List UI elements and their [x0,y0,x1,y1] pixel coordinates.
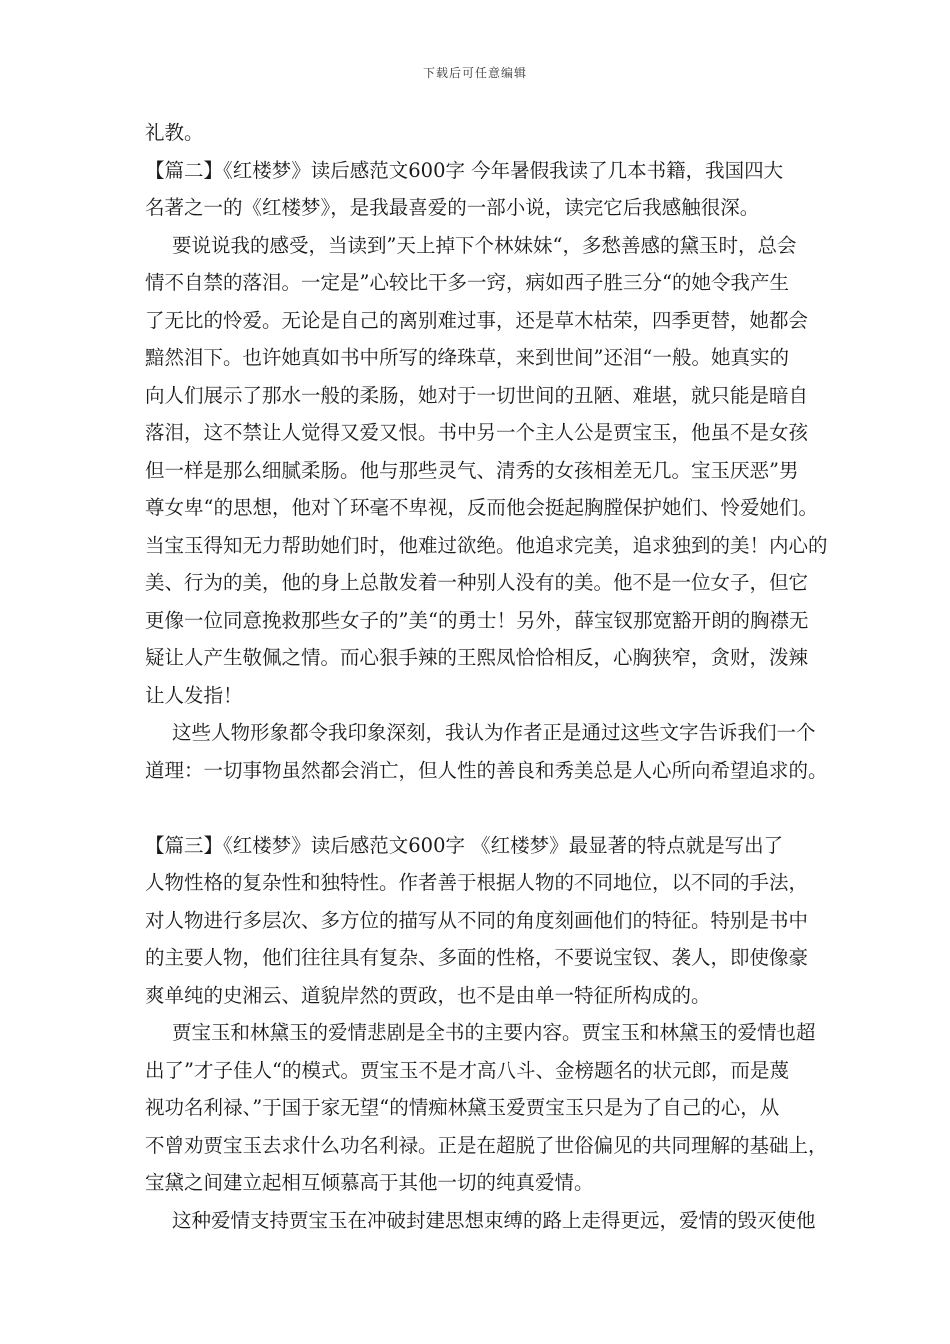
text-line: 了无比的怜爱。无论是自己的离别难过事，还是草木枯荣，四季更替，她都会 [145,309,809,332]
text-line: 这种爱情支持贾宝玉在冲破封建思想束缚的路上走得更远，爱情的毁灭使他 [172,1209,816,1232]
text-line: 【篇二】《红楼梦》读后感范文600字 今年暑假我读了几本书籍，我国四大 [145,159,784,182]
text-line: 道理：一切事物虽然都会消亡，但人性的善良和秀美总是人心所向希望追求的。 [145,759,828,782]
page-header: 下载后可任意编辑 [422,66,527,80]
text-line: 礼教。 [145,121,204,144]
text-line: 人物性格的复杂性和独特性。作者善于根据人物的不同地位，以不同的手法， [145,871,809,894]
text-line: 要说说我的感受，当读到”天上掉下个林妹妹“，多愁善感的黛玉时，总会 [172,234,797,257]
text-line: 的主要人物，他们往往具有复杂、多面的性格，不要说宝钗、袭人，即使像豪 [145,946,809,969]
text-line: 视功名利禄、”于国于家无望“的情痴林黛玉爱贾宝玉只是为了自己的心，从 [145,1096,780,1119]
text-line: 宝黛之间建立起相互倾慕高于其他一切的纯真爱情。 [145,1171,594,1194]
text-line: 贾宝玉和林黛玉的爱情悲剧是全书的主要内容。贾宝玉和林黛玉的爱情也超 [172,1021,816,1044]
text-line: 落泪，这不禁让人觉得又爱又恨。书中另一个主人公是贾宝玉，他虽不是女孩 [145,421,809,444]
text-line: 美、行为的美，他的身上总散发着一种别人没有的美。他不是一位女子，但它 [145,571,809,594]
text-line: 当宝玉得知无力帮助她们时，他难过欲绝。他追求完美，追求独到的美！内心的 [145,534,828,557]
text-line: 让人发指！ [145,684,243,707]
text-line: 向人们展示了那水一般的柔肠，她对于一切世间的丑陋、难堪，就只能是暗自 [145,384,809,407]
text-line: 更像一位同意挽救那些女子的”美“的勇士！另外，薛宝钗那宽豁开朗的胸襟无 [145,609,809,632]
text-line: 这些人物形象都令我印象深刻，我认为作者正是通过这些文字告诉我们一个 [172,721,816,744]
text-line: 疑让人产生敬佩之情。而心狠手辣的王熙凤恰恰相反，心胸狭窄，贪财，泼辣 [145,646,809,669]
text-line: 名著之一的《红楼梦》，是我最喜爱的一部小说，读完它后我感触很深。 [145,196,760,219]
text-line: 情不自禁的落泪。一定是”心较比干多一窍，病如西子胜三分“的她令我产生 [145,271,789,294]
text-line: 但一样是那么细腻柔肠。他与那些灵气、清秀的女孩相差无几。宝玉厌恶”男 [145,459,799,482]
text-line: 【篇三】《红楼梦》读后感范文600字 《红楼梦》最显著的特点就是写出了 [145,834,784,857]
text-line: 爽单纯的史湘云、道貌岸然的贾政，也不是由单一特征所构成的。 [145,984,711,1007]
text-line: 不曾劝贾宝玉去求什么功名利禄。正是在超脱了世俗偏见的共同理解的基础上， [145,1134,828,1157]
text-line: 出了”才子佳人“的模式。贾宝玉不是才高八斗、金榜题名的状元郎，而是蔑 [145,1059,789,1082]
text-line: 尊女卑“的思想，他对丫环毫不卑视，反而他会挺起胸膛保护她们、怜爱她们。 [145,496,818,519]
text-line: 对人物进行多层次、多方位的描写从不同的角度刻画他们的特征。特别是书中 [145,909,809,932]
text-line: 黯然泪下。也许她真如书中所写的绛珠草，来到世间”还泪“一般。她真实的 [145,346,789,369]
